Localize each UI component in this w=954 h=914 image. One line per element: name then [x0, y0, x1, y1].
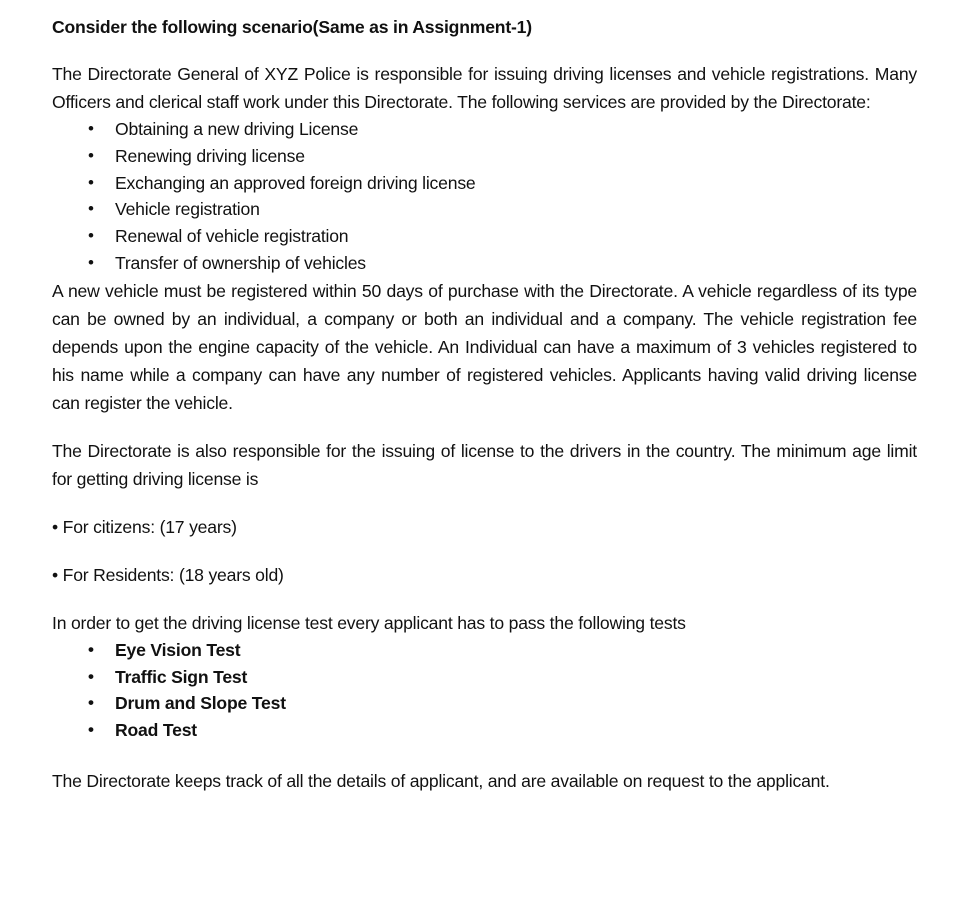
bullet-icon: • [88, 693, 94, 713]
bullet-icon: • [88, 172, 94, 192]
test-label: Road Test [115, 720, 197, 741]
list-item [52, 116, 917, 143]
services-list [52, 116, 917, 277]
service-label: Renewing driving license [115, 145, 305, 166]
list-item [52, 170, 917, 197]
bullet-icon: • [88, 119, 94, 138]
bullet-icon: • [88, 639, 94, 659]
bullet-icon: • [88, 145, 94, 165]
tests-intro: In order to get the driving license test every applicant has to pass the following tests [52, 612, 686, 633]
intro-paragraph: The Directorate General of XYZ Police is responsible for issuing driving licenses and vehicle registrations. Many Officers and clerical staff work under this Directorate. The following services are provided by the Directorate: [52, 64, 917, 112]
tests-list [52, 637, 917, 744]
vehicle-registration-paragraph: A new vehicle must be registered within 50 days of purchase with the Directorate. A vehicle regardless of its type can be owned by an individual, a company or both an individual and a company. The vehicle registration fee depends upon the engine capacity of the vehicle. An Individual can have a maximum of 3 vehicles registered to his name while a company can have any number of registered vehicles. Applicants having valid driving license can register the vehicle. [52, 280, 917, 413]
tracking-paragraph: The Directorate keeps track of all the details of applicant, and are available on request to the applicant. [52, 770, 830, 791]
test-label: Traffic Sign Test [115, 666, 248, 687]
bullet-icon: • [88, 666, 94, 686]
scenario-heading: Consider the following scenario(Same as in Assignment-1) [52, 17, 532, 37]
age-limit-citizens: • For citizens: (17 years) [52, 516, 237, 537]
service-label: Transfer of ownership of vehicles [115, 252, 366, 273]
bullet-icon: • [88, 252, 94, 272]
list-item [52, 637, 917, 664]
test-label: Drum and Slope Test [115, 693, 286, 714]
age-limit-residents: • For Residents: (18 years old) [52, 564, 284, 585]
list-item [52, 143, 917, 170]
test-label: Eye Vision Test [115, 639, 241, 660]
service-label: Exchanging an approved foreign driving license [115, 172, 476, 193]
list-item [52, 664, 917, 691]
service-label: Vehicle registration [115, 199, 260, 220]
list-item [52, 690, 917, 717]
service-label: Renewal of vehicle registration [115, 226, 349, 247]
list-item [52, 223, 917, 250]
bullet-icon: • [88, 226, 94, 246]
service-label: Obtaining a new driving License [115, 119, 359, 139]
bullet-icon: • [88, 199, 94, 219]
document-page [52, 14, 917, 795]
list-item [52, 717, 917, 744]
list-item [52, 250, 917, 277]
bullet-icon: • [88, 720, 94, 740]
licence-paragraph: The Directorate is also responsible for the issuing of license to the drivers in the country. The minimum age limit for getting driving license is [52, 440, 917, 489]
list-item [52, 196, 917, 223]
